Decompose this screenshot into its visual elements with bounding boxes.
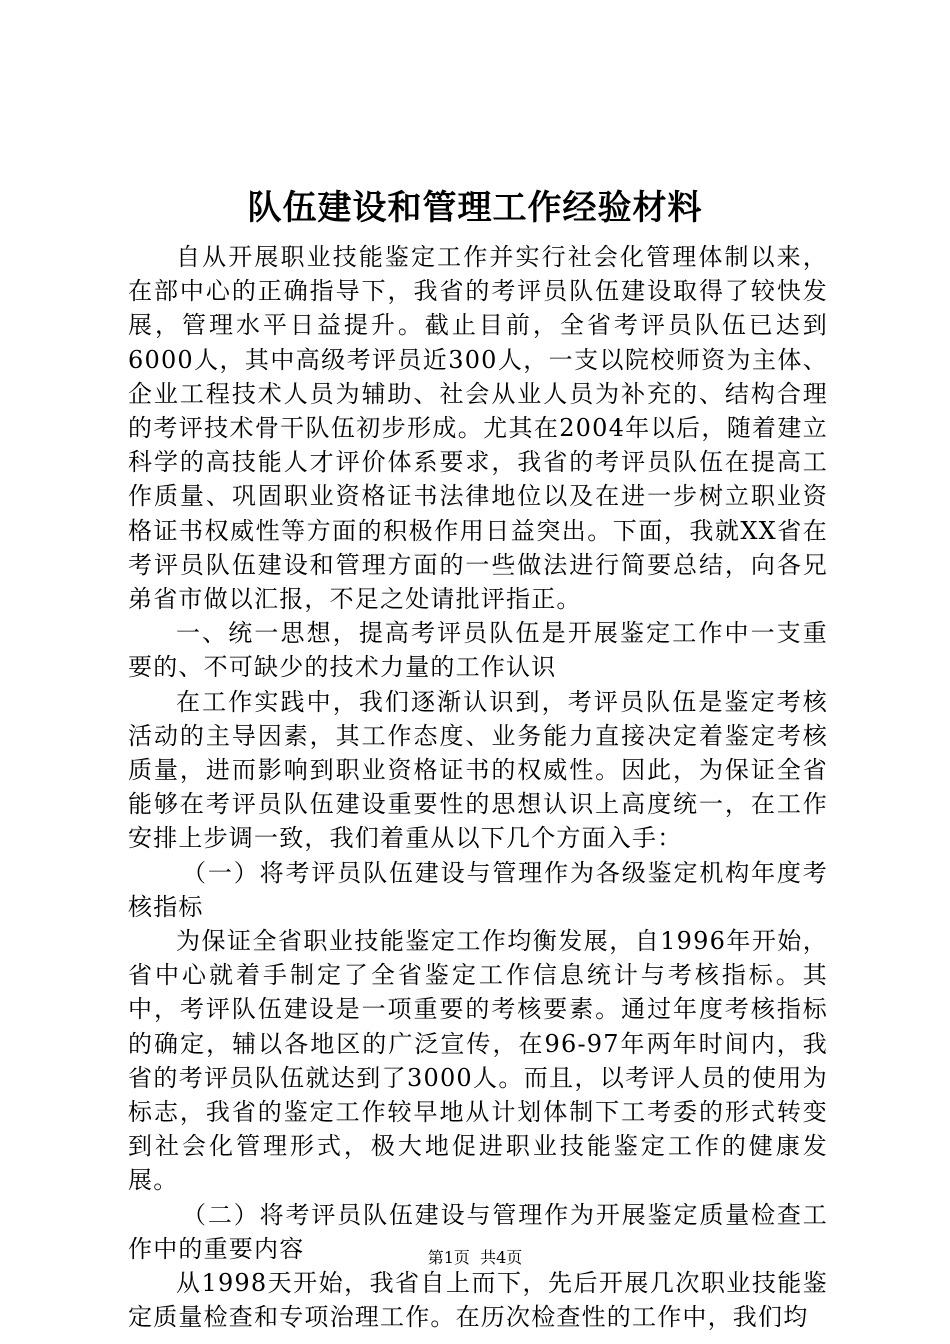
paragraph-section-one-heading: 一、统一思想，提高考评员队伍是开展鉴定工作中一支重要的、不可缺少的技术力量的工作认识 xyxy=(128,619,828,682)
paragraph-subsection-one-heading: （一）将考评员队伍建设与管理作为各级鉴定机构年度考核指标 xyxy=(128,858,828,921)
paragraph-subsection-one-body: 为保证全省职业技能鉴定工作均衡发展，自1996年开始，省中心就着手制定了全省鉴定工作信息统计与考核指标。其中，考评队伍建设是一项重要的考核要素。通过年度考核指标的确定，辅以各地区的广泛宣传，在96-97年两年时间内，我省的考评员队伍就达到了3000人。而且，以考评人员的使用为标志，我省的鉴定工作较早地从计划体制下工考委的形式转变到社会化管理形式，极大地促进职业技能鉴定工作的健康发展。 xyxy=(128,927,828,1195)
document-title: 队伍建设和管理工作经验材料 xyxy=(247,188,703,228)
page-number: 第1页 xyxy=(427,1248,470,1267)
document-body xyxy=(128,240,828,1335)
paragraph-section-one-body: 在工作实践中，我们逐渐认识到，考评员队伍是鉴定考核活动的主导因素，其工作态度、业务能力直接决定着鉴定考核质量，进而影响到职业资格证书的权威性。因此，为保证全省能够在考评员队伍建设重要性的思想认识上高度统一，在工作安排上步调一致，我们着重从以下几个方面入手： xyxy=(128,687,828,853)
paragraph-subsection-two-heading: （二）将考评员队伍建设与管理作为开展鉴定质量检查工作中的重要内容 xyxy=(128,1200,828,1263)
paragraph-intro: 自从开展职业技能鉴定工作并实行社会化管理体制以来，在部中心的正确指导下，我省的考评员队伍建设取得了较快发展，管理水平日益提升。截止目前，全省考评员队伍已达到6000人，其中高级考评员近300人，一支以院校师资为主体、企业工程技术人员为辅助、社会从业人员为补充的、结构合理的考评技术骨干队伍初步形成。尤其在2004年以后，随着建立科学的高技能人才评价体系要求，我省的考评员队伍在提高工作质量、巩固职业资格证书法律地位以及在进一步树立职业资格证书权威性等方面的积极作用日益突出。下面，我就XX省在考评员队伍建设和管理方面的一些做法进行简要总结，向各兄弟省市做以汇报，不足之处请批评指正。 xyxy=(128,243,828,614)
page-total: 共4页 xyxy=(480,1248,523,1267)
paragraph-subsection-two-body: 从1998天开始，我省自上而下，先后开展几次职业技能鉴定质量检查和专项治理工作。在历次检查性的工作中，我们均 xyxy=(128,1269,828,1332)
page-footer xyxy=(0,1246,950,1270)
